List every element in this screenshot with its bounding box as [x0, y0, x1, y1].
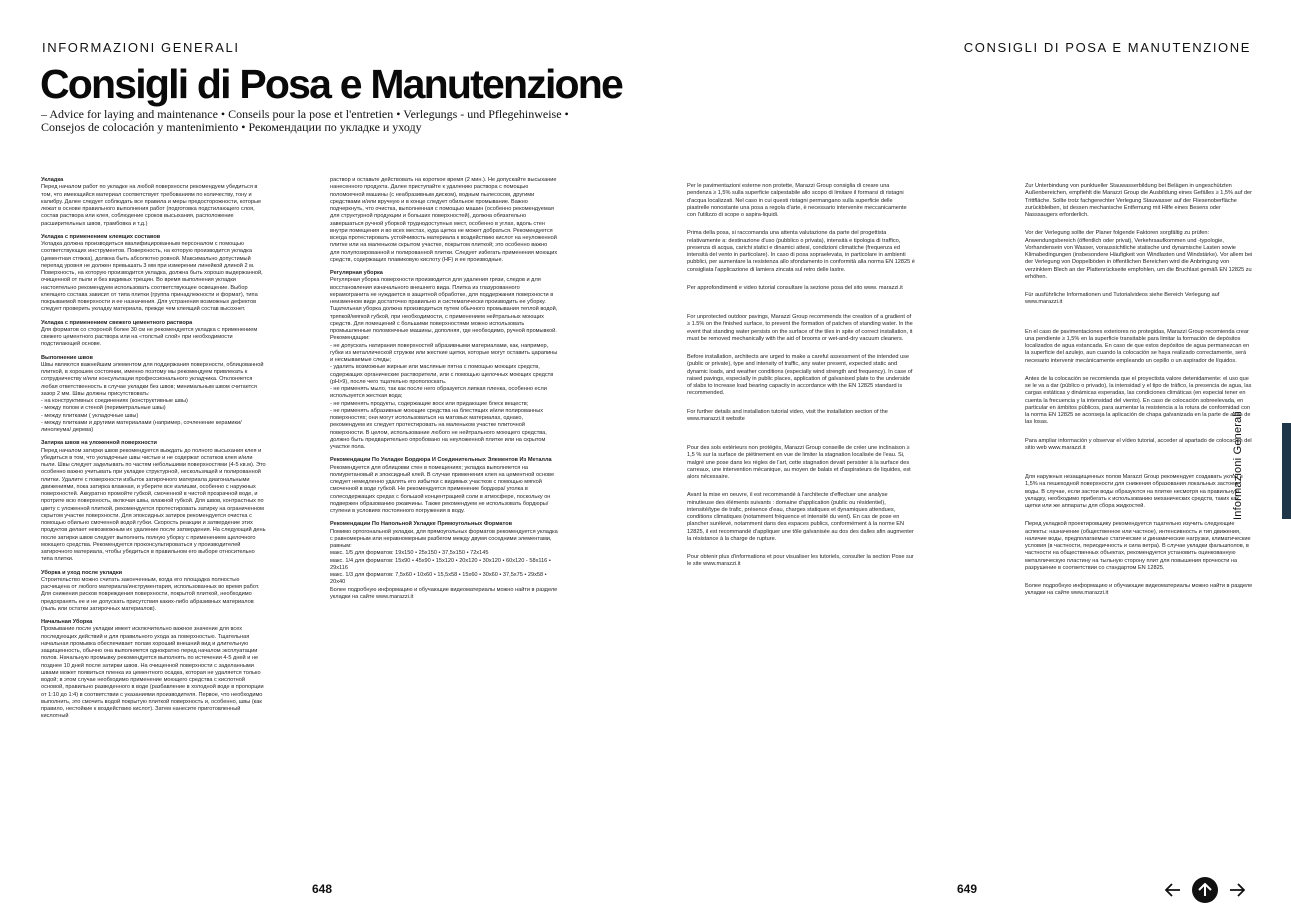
section-body: Рекомендуется для облицовки стен в помещениях; укладка выполняется на полиуретановый и эпоксидный клей. В случае применения клея на цементной основе следует немедленно удалять его избытки с видимых участков с помощью мягкой смоченной в воде губкой. Не рекомендуется применение бордюра/ уголка в солесодержащих средах с большой концентрацией соли в атмосфере, поскольку он подвержен образованию ржавчины. Также рекомендуем не использовать бордюры/ступени в условиях постоянного погружения в воду.: [330, 464, 555, 514]
section-heading: Выполнение швов: [41, 354, 93, 361]
scroll-top-button[interactable]: [1192, 877, 1218, 903]
text-section: [41, 570, 267, 614]
paragraph: Für ausführliche Informationen und Tutorialvideos siehe Bereich Verlegung auf www.marazzi.it: [1025, 292, 1220, 306]
arrow-left-icon: [1165, 883, 1181, 897]
text-section: [41, 440, 267, 563]
section-body: раствор и оставьте действовать на короткое время (2 мин.). Не допускайте высыхание нанесенного продукта. Далее приступайте к удалению раствора с помощью поломоечной машины (с неабразивным диском), водным пылесосом, другими средствами и/или вручную и в конце следует обильное промывание. Важно подчеркнуть, что очистка, выполненная с помощью машин (особенно рекомендуемая для структурной продукции и больших поверхностей), должна обязательно завершаться ручной уборкой труднодоступных мест, особенно в углах, вдоль стен внутри помещения и во всех местах, куда щетка не может добраться. Рекомендуется всегда протестировать устойчивость материала к воздействию кислот на неуложенной плитке или на маленьком скрытом участке, покрытом плиткой; это особенно важно для полупозированной и полированной плитки. Следует избегать применения моющих средств, содержащих плавиковую кислоту (HF) и ее производные.: [330, 177, 558, 263]
section-heading: Рекомендации По Укладке Бордюра И Соединительных Элементов Из Металла: [330, 457, 552, 464]
paragraph: Prima della posa, si raccomanda una attenta valutazione da parte del progettista relativamente a: destinazione d'uso (pubblico o privata), intensità e tipologia di traffico, presenza di acqua, carichi statici e dinamici attesi, condizioni climatiche (frequenza ed intensità del vento in particolare). In caso di posa sopraelevata, in particolare in ambienti pubblici, per aumentare la resistenza allo sfondamento in conformità alla norma EN 12825 è consigliata l'applicazione di lamiera zincata sul retro delle lastre.: [687, 230, 915, 273]
section-heading: Рекомендации По Напольной Укладке Прямоугольных Форматов: [330, 521, 513, 528]
paragraph: For further details and installation tutorial video, visit the installation section of the www.marazzi.it website: [687, 408, 888, 422]
ru-column-1: [41, 177, 267, 727]
paragraph: Para ampliar información y observar el vídeo tutorial, acceder al apartado de colocación del sitio web www.marazzi.it: [1025, 437, 1252, 451]
paragraph: Для наружных незащищенных полов Marazzi Group рекомендует создавать уклон ≥ 1,5% на пешеходной поверхности для снижения образования локальных застоев воды. В случае, если застои воды образуются на плитке несмотря на правильную укладку, необходимо прибегать к использованию механических средств, таких как щетки или же аппараты для сбора жидкостей.: [1025, 474, 1243, 509]
page-number-right: 649: [957, 882, 978, 896]
paragraph: Перед укладкой проектировщику рекомендуется тщательно изучить следующие аспекты: назначение (общественное или частное), интенсивность и тип движения, наличие воды, предполагаемые статические и динамические нагрузки, климатические условия (в частности, периодичность и сила ветра). В случае укладки фальшполов, в частности на общественных объектах, рекомендуется установить оцинкованную металлическую пластину на тыльную сторону плит для повышения прочности на разрушение в соответствии со стандартом EN 12825.: [1025, 521, 1251, 571]
section-body: Перед началом работ по укладке на любой поверхности рекомендуем убедиться в том, что имеющийся материал соответствует требованиям по количеству, тону и калибру. Далее следует соблюдать все правила и меры предосторожности, которые лежат в основе правильного выполнения работ (подготовка подстилающего слоя, состав раствора или клея, соблюдение сроков высыхания, расположение расширительных швов, трамбовка и т.д.): [41, 184, 262, 227]
section-label-left: INFORMAZIONI GENERALI: [42, 40, 240, 55]
next-page-button[interactable]: [1228, 881, 1246, 899]
text-section: [330, 457, 558, 515]
text-section: [41, 619, 267, 721]
section-body: Укладка должна производиться квалифицированным персоналом с помощью соответствующих инструментов. Поверхность, на которую производится укладка (цементная стяжка), должна быть абсолютно ровной. Максимально допустимый перепад уровня не должен превышать 3 мм при измерении линейкой длиной 2 м. Поверхность, на которую производится укладка, должна быть хорошо выдержанной, очищенной от пыли и без видимых трещин. Во время выполнения укладки настоятельно рекомендуем использовать соответствующее освещение. Выбор клеящего состава зависит от типа плитки (группа принадлежности и формат), типа покрываемой поверхности и ее назначения. Для устранения возможных дефектов следует проверить укладку материала, прежде чем клеящий состав высохнет.: [41, 241, 263, 313]
paragraph: Vor der Verlegung sollte der Planer folgende Faktoren sorgfältig zu prüfen: Anwendungsbereich (öffentlich oder privat), Verkehrsaufkommen und -typologie, Vorhandensein von Wasser, voraussichtliche statische und dynamische Lasten sowie Klimabedingungen (insbesondere Häufigkeit von Windlasten und Windstärke). Vor allem bei der Verlegung von Doppelböden in öffentlichen Bereichen wird die Anbringung von verzinktem Blech an der Plattenrückseite empfohlen, um die Bruchlast gemäß EN 12825 zu erhöhen.: [1025, 230, 1253, 280]
page-subtitle: – Advice for laying and maintenance • Conseils pour la pose et l'entretien • Verlegungs - und Pflegehinweise • Consejos de colocación y mantenimiento • Рекомендации по укладке и уходу: [41, 107, 569, 134]
paragraph: Более подробную информацию и обучающие видеоматериалы можно найти в разделе укладки на сайте www.marazzi.it: [1025, 583, 1253, 597]
text-section: [41, 355, 267, 435]
text-section: [330, 521, 558, 601]
section-body: Для форматов со стороной более 30 см не рекомендуется укладка с применением свежего цементного раствора или на «толстый слой» при необходимости подстилающей основе.: [41, 326, 258, 348]
arrow-right-icon: [1229, 883, 1245, 897]
paragraph: Pour des sols extérieurs non protégés, Marazzi Group conseille de créer une inclinaison ≥ 1,5 % sur la surface de piétinement en vue de limiter la stagnation localisée de l'eau. Si, malgré une pose dans les règles de l'art, cette stagnation devait persister à la surface des carreaux, une intervention mécanique, au moyen de balais et d'aspirateurs de liquides, est alors nécessaire.: [687, 445, 911, 480]
text-section: [41, 234, 267, 314]
section-heading: Укладка с применением свежего цементного раствора: [41, 319, 193, 326]
paragraph: Per le pavimentazioni esterne non protette, Marazzi Group consiglia di creare una pendenza ≥ 1,5% sulla superficie calpestabile allo scopo di limitare il formarsi di ristagni d'acqua localizzati. Nel caso in cui questi ristagni permangano sulla superficie delle piastrelle nonostante una posa a regola d'arte, è necessario intervenire meccanicamente con l'utilizzo di scope o aspira-liquidi.: [687, 183, 907, 218]
text-section: [330, 270, 558, 451]
section-body: Промывание после укладки имеет исключительно важное значение для всех последующих действий и для правильного ухода за поверхностью. Тщательная начальная промывка обеспечивает полам хороший внешний вид и длительную защищенность, обычно она выполняется однократно перед началом эксплуатации полов. Начальную промывку рекомендуется выполнять по истечении 4-5 дней и не позднее 10 дней после затирки швов. На очищенной поверхности с заделанными швами может появиться пленка из цементного осадка, которая не удаляется только водой; в этом случае необходимо применение моющего средства с кислотной основой, правильно разведенного в воде (разбавление в холодной воде в пропорции от 1:10 до 1:4) в соответствии с указаниями производителя. Первое, что необходимо выполнить, это смочить водой покрытую плиткой поверхность и, особенно, швы (как правило, нестойкие к воздействию кислот). Затем нанесите приготовленный кислотный: [41, 626, 264, 720]
section-body: Перед началом затирки швов рекомендуется выждать до полного высыхания клея и убедиться в том, что укладочные швы чистые и не содержат остатков клея и/или пыли. Швы следует заделывать по частям небольшими поверхностями (4-5 кв.м). Это особенно важно учитывать при укладке структурной, нескользящей и полированной плитки. Удалите с поверхности избыток затирочного материала диагональными движениями, пока затирка влажная, и уберите все излишки, особенно с наружных поверхностей. Аккуратно промойте губкой, смоченной в чистой прозрачной воде, и протрите всю поверхность, включая швы, влажной губкой. Для швов, контрастных по цвету с уложенной плиткой, рекомендуется протестировать затирку на ограниченном скрытом участке поверхности. Для эпоксидных затирок рекомендуется очистка с помощью обильно смоченной водой губки. Скорость реакции и затвердение этих продуктов делает невозможным их удаление после затвердения. На следующий день после затирки швов следует выполнить полную уборку с применением щелочного моющего средства. Рекомендуется проконсультироваться у производителей затирочного материала, чтобы убедиться в правильном его выборе относительно типа плитки.: [41, 447, 266, 563]
side-section-label: Informazioni Generali: [1232, 411, 1244, 520]
section-body: Строительство можно считать законченным, когда его площадка полностью расчищена от любого материала/инструментария, использованных во время работ. Для снижения рисков повреждения поверхности, покрытой плиткой, необходимо предохранять ее и не допускать присутствия каких-либо абразивных материалов (пыль или остатки затирочных материалов).: [41, 576, 260, 612]
paragraph: For unprotected outdoor pavings, Marazzi Group recommends the creation of a gradient of ≥ 1.5% on the finished surface, to prevent the formation of patches of standing water. In the event that standing water persists on the surface of the tiles in spite of correct installation, it must be removed mechanically with the aid of brooms or wet-and-dry vacuum cleaners.: [687, 314, 913, 342]
section-body: Швы являются важнейшим элементом для поддержания поверхности, облицованной плиткой, в хорошем состоянии, именно поэтому мы рекомендуем привлекать к сотрудничеству и/или консультации профессионального укладчика. Отклоняется любая ответственность в случае укладки без швов; минимальным швом считается зазор 2 мм. Швы должны присутствовать: - на конструктивных соединениях (конструктивные швы) - между полом и стеной (периметральные швы) - между плитками ( укладочные швы) - между плитками и другими материалами (например, сочленение керамики/линолеума/ дерева): [41, 361, 264, 433]
paragraph: Zur Unterbindung von punktueller Stauwasserbildung bei Belägen in ungeschützten Außenbereichen, empfiehlt die Marazzi Group die Ausbildung eines Gefälles ≥ 1,5% auf der Trittfläche. Sollte trotz fachgerechter Verlegung Stauwasser auf der Fliesenoberfläche zurückbleiben, ist dessen mechanische Entfernung mit Hilfe eines Besens oder Nasssaugers erforderlich.: [1025, 183, 1252, 218]
section-heading: Затирка швов на уложенной поверхности: [41, 440, 157, 447]
side-tab-marker: [1282, 423, 1291, 519]
paragraph: Antes de la colocación se recomienda que el proyectista valore detenidamente: el uso que se le va a dar (público o privado), la intensidad y el tipo de tráfico, la presencia de agua, las cargas estáticas y dinámicas esperadas, las condiciones climáticas (en especial tener en cuenta la frecuencia y la intensidad del viento). En caso de colocación sobreelevada, en particular en ámbitos públicos, para aumentar la resistencia a la rotura de conformidad con la norma EN 12825 se aconseja la aplicación de chapa galvanizada en la parte de atrás de las losas.: [1025, 375, 1252, 426]
prev-page-button[interactable]: [1164, 881, 1182, 899]
it-en-fr-column: [687, 183, 915, 580]
text-section: [41, 320, 267, 349]
section-heading: Укладка с применением клеящих составов: [41, 233, 161, 240]
section-body: Регулярная уборка поверхности производится для удаления грязи, следов и для восстановления изначального внешнего вида. Плитка из глазурованного керамогранита не нуждается в защитной обработке, для поддержания поверхности в неизменном виде достаточно правильно и систематически производить ее уборку. Тщательная уборка должна производиться путем обычного промывания теплой водой, тряпкой/мягкой губкой, при необходимости, с применением нейтральных моющих средств. Для помещений с большими поверхностями можно использовать промышленные поломоечные машины, дополняя, где необходимо, ручной промывкой. Рекомендации: - не допускать натирания поверхностей абразивными материалами, как, например, губки из металлической стружки или жесткие щетки, которые могут оставить царапины и несмываемые следы; - удалить возможные жирные или масляные пятна с помощью моющих средств, содержащих органические растворители, или с помощью щелочных моющих средств (pH>9), после чего тщательно прополоскать. - не применять мыло, так как после него образуется липкая пленка, особенно если используется жесткая вода; - не применять продукты, содержащие воск или придающие блеск веществ; - не применять абразивные моющие средства на блестящих и/или полированных поверхностях; они могут использоваться на матовых материалах, однако, рекомендуем их следует протестировать на маленьком участке плиточной поверхности. В целом, использование любого не нейтрального моющего средства, должно быть предварительно опробовано на неуложенной плитке или на скрытом участке пола.: [330, 277, 558, 450]
ru-column-2: [330, 177, 558, 607]
section-heading: Начальная Уборка: [41, 619, 93, 625]
arrow-up-icon: [1198, 883, 1212, 897]
paragraph: Avant la mise en oeuvre, il est recommandé à l'architecte d'effectuer une analyse minutieuse des éléments suivants : domaine d'application (public ou résidentiel), intensité/type de trafic, présence d'eau, charges statiques et dynamiques attendues, conditions climatiques (notamment fréquence et intensité du vent). En cas de pose en plancher surélevé, notamment dans des espaces publics, conformément à la norme EN 12825, il est recommandé d'appliquer une tôle galvanisée au dos des dalles afin augmenter la résistance à la charge de rupture.: [687, 492, 914, 542]
de-es-ru-column: [1025, 183, 1253, 609]
section-body: Помимо ортогональной укладки, для прямоугольных форматов рекомендуется укладка с равномерным или неравномерным разбегом между двумя соседними элементами, равным: макс. 1/5 для форматов: 19x150 • 25x150 • 37,5x150 • 72x145 макс. 1/4 для форматов: 15x90 • 45x90 • 15x120 • 20x120 • 30x120 • 60x120 - 58x116 • 29x116 макс. 1/3 для форматов: 7,5x60 • 10x60 • 15,5x58 • 15x60 • 30x60 • 37,5x75 • 29x58 • 20x40 Более подробную информацию и обучающие видеоматериалы можно найти в разделе укладки на сайте www.marazzi.it: [330, 528, 558, 600]
text-section: [330, 177, 558, 264]
section-heading: Регулярная уборка: [330, 270, 383, 276]
section-heading: Укладка: [41, 177, 64, 183]
paragraph: Per approfondimenti e video tutorial consultare la sezione posa del sito www. marazzi.it: [687, 284, 903, 291]
paragraph: Before installation, architects are urged to make a careful assessment of the intended use (public or private), type and intensity of traffic, any water present, expected static and dynamic loads, and weather conditions (especially wind strength and frequency). In case of raised pavings, especially in public places, application of galvanised plate to the underside of slabs to increase load bearing capacity in accordance with the EN 12825 standard is recommended.: [687, 354, 913, 397]
text-section: [41, 177, 267, 228]
paragraph: En el caso de pavimentaciones exteriores no protegidas, Marazzi Group recomienda crear una pendiente ≥ 1,5% en la superficie transitable para limitar la formación de depósitos localizados de agua estancada. En caso de que estos depósitos de agua permanezcan en la superficie del azulejo, aun cuando la colocación se haya realizado correctamente, será necesario intervenir mecánicamente empleando un cepillo o un aspirador de líquidos.: [1025, 328, 1250, 364]
paragraph: Pour obtenir plus d'informations et pour visualiser les tutoriels, consulter la section Pose sur le site www.marazzi.it: [687, 554, 914, 568]
section-heading: Уборка и уход после укладки: [41, 569, 123, 576]
section-label-right: CONSIGLI DI POSA E MANUTENZIONE: [963, 40, 1251, 55]
page-title: Consigli di Posa e Manutenzione: [40, 61, 623, 107]
page-number-left: 648: [312, 882, 333, 896]
